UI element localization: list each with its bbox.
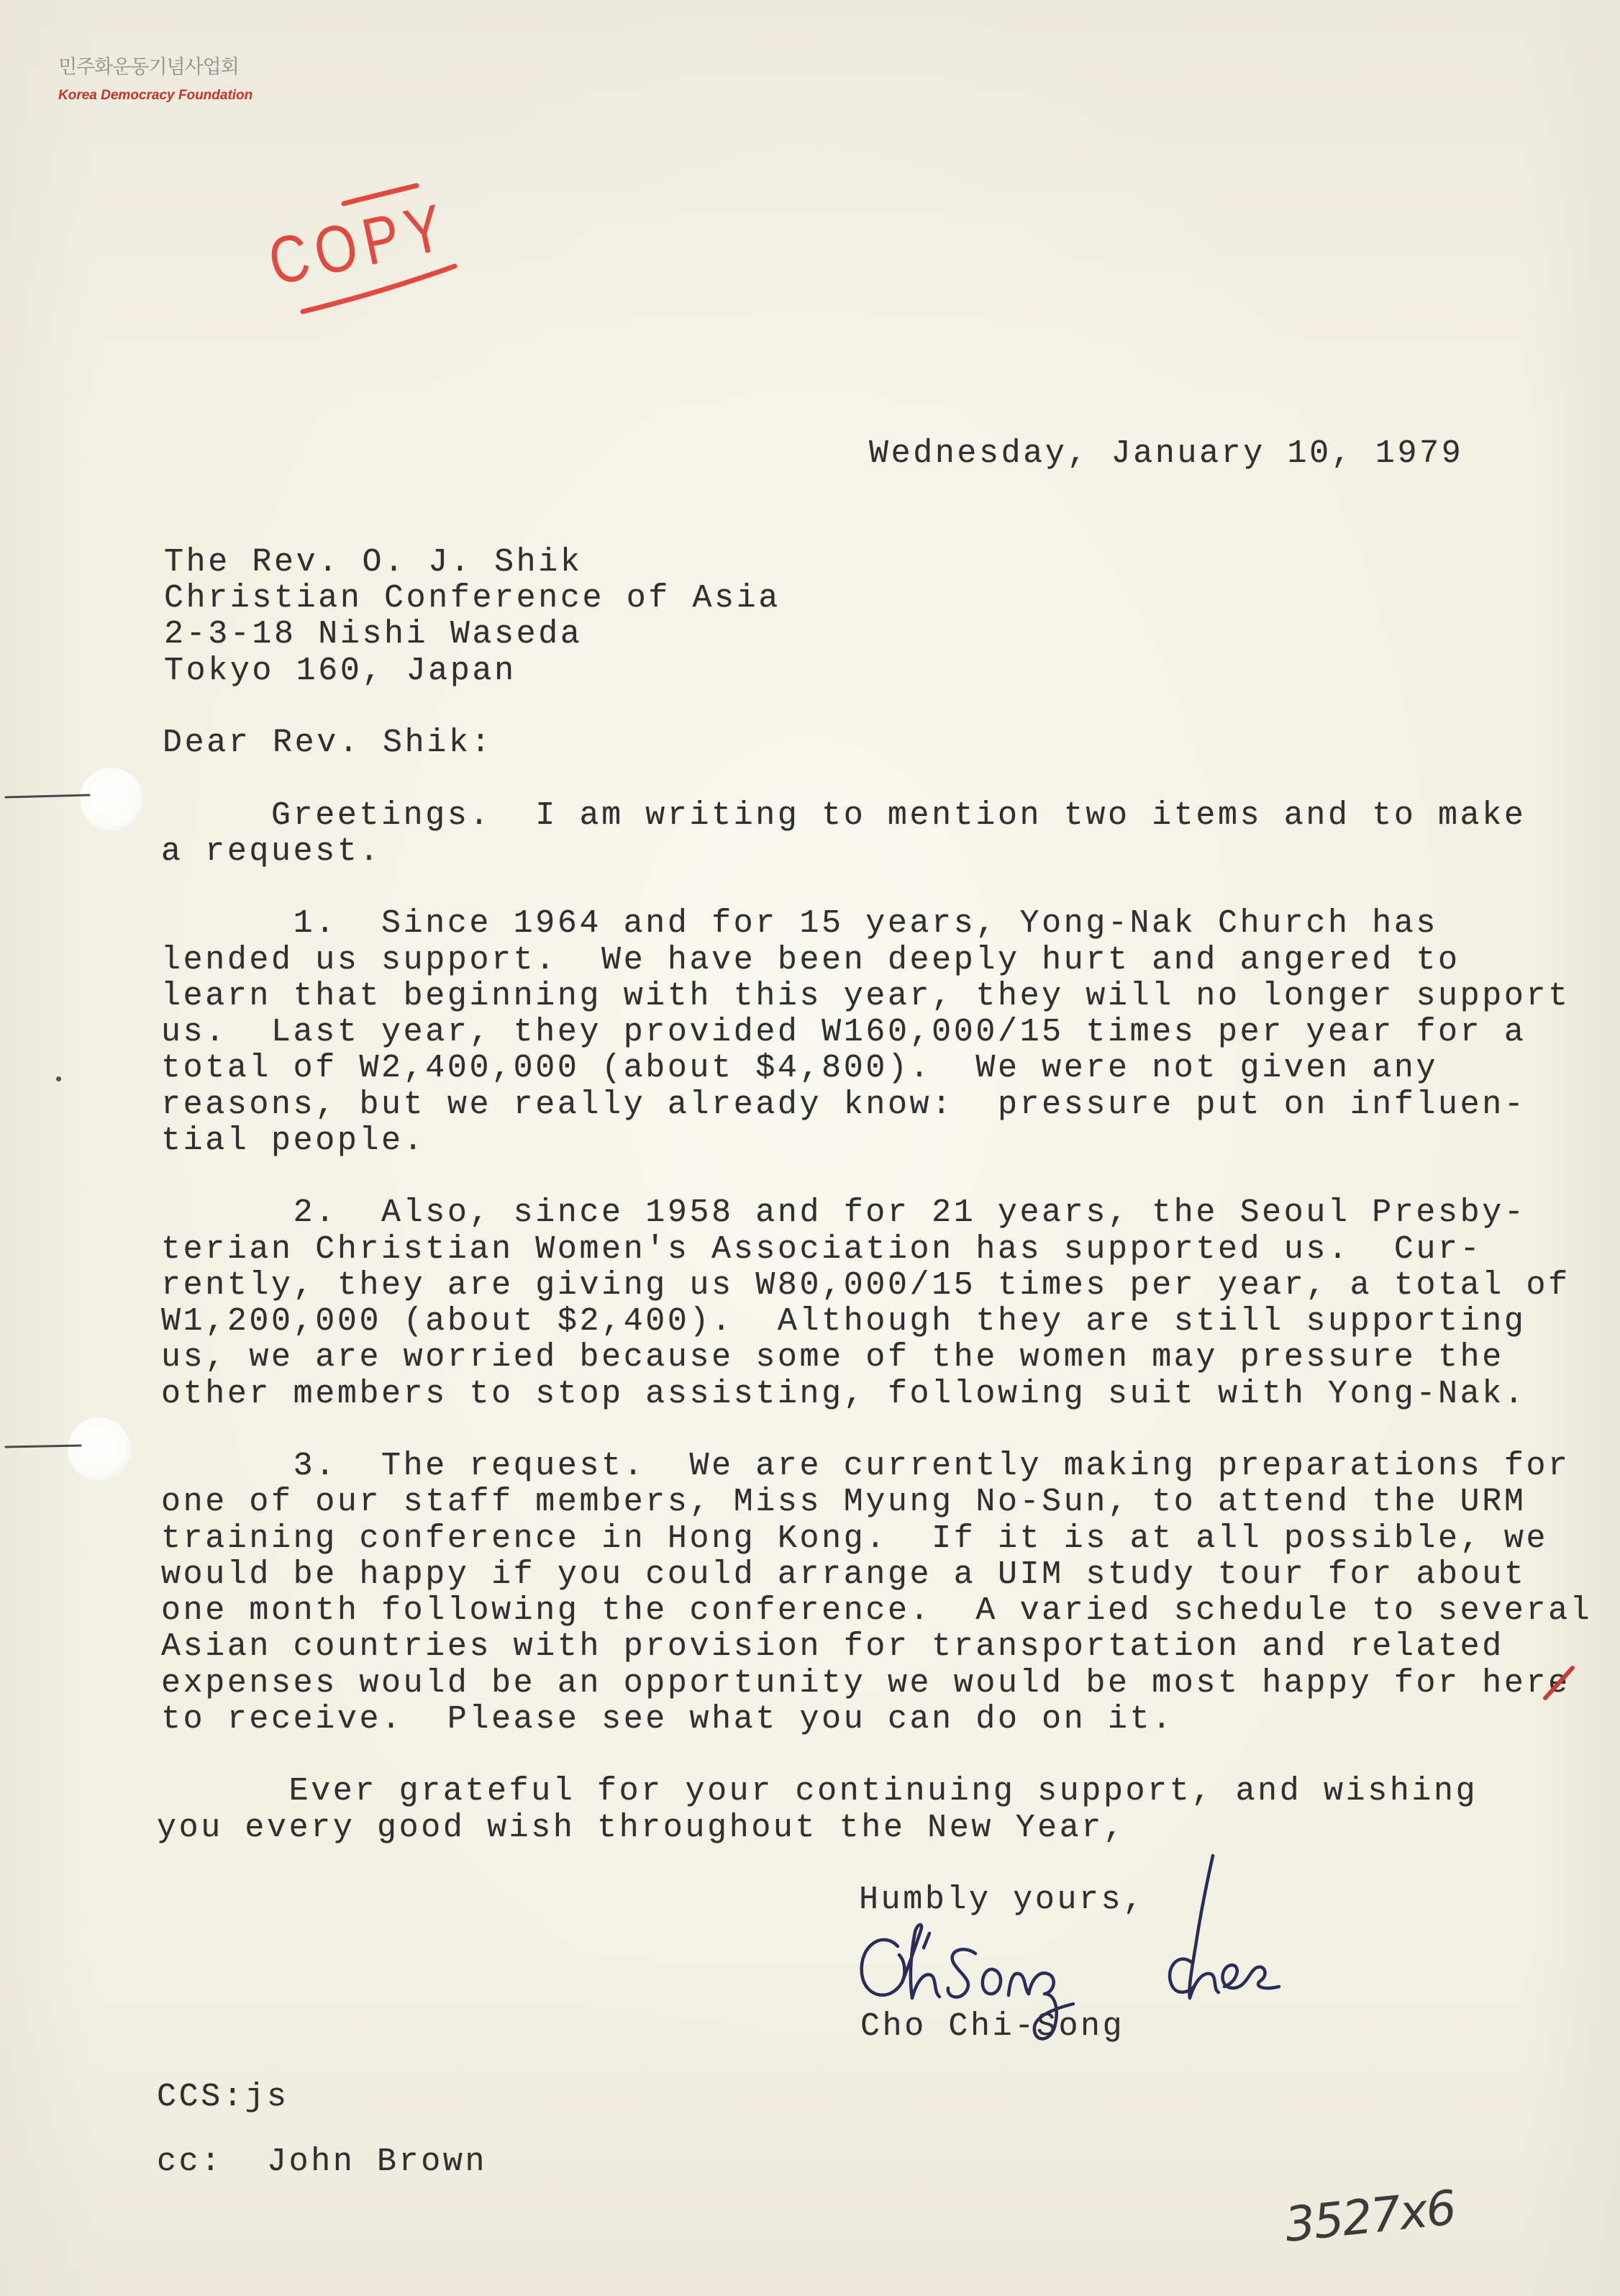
- paragraph-line: a request.: [161, 832, 382, 870]
- paragraph-item-1: [161, 906, 1570, 1159]
- carbon-copy-line: cc: John Brown: [157, 2143, 488, 2180]
- paragraph-line: 3. The request. We are currently making preparations for: [293, 1448, 1570, 1484]
- paragraph-line: us, we are worried because some of the women may pressure the: [161, 1339, 1504, 1376]
- complimentary-close: Humbly yours,: [859, 1882, 1145, 1918]
- paragraph-line: expenses would be an opportunity we would be most happy for here: [161, 1664, 1570, 1702]
- signer-name: Cho Chi-Song: [860, 2008, 1125, 2045]
- reference-initials: CCS:js: [157, 2079, 289, 2115]
- paragraph-line: Greetings. I am writing to mention two items and to make: [271, 797, 1526, 834]
- paragraph-line: 2. Also, since 1958 and for 21 years, the Seoul Presby-: [293, 1194, 1526, 1232]
- paragraph-line: one month following the conference. A varied schedule to several: [161, 1592, 1593, 1629]
- paragraph-line: would be happy if you could arrange a UIM study tour for about: [161, 1556, 1526, 1593]
- recipient-address: [164, 545, 781, 689]
- paragraph-line: you every good wish throughout the New Year,: [157, 1809, 1126, 1846]
- salutation: Dear Rev. Shik:: [163, 725, 493, 761]
- paragraph-line: W1,200,000 (about $2,400). Although they are still supporting: [161, 1303, 1526, 1340]
- paragraph-line: tial people.: [161, 1122, 426, 1159]
- paragraph-item-3: [161, 1448, 1592, 1738]
- paragraph-line: us. Last year, they provided W160,000/15 times per year for a: [161, 1014, 1526, 1051]
- paragraph-line: other members to stop assisting, following suit with Yong-Nak.: [161, 1375, 1526, 1412]
- paragraph-line: reasons, but we really already know: pressure put on influen-: [161, 1086, 1526, 1123]
- recipient-name: The Rev. O. J. Shik: [164, 543, 583, 581]
- recipient-city: Tokyo 160, Japan: [164, 652, 517, 689]
- paragraph-line: to receive. Please see what you can do on it.: [161, 1700, 1174, 1738]
- paragraph-line: rently, they are giving us W80,000/15 times per year, a total of: [161, 1266, 1570, 1304]
- paragraph-line: learn that beginning with this year, they will no longer support: [161, 977, 1570, 1015]
- paragraph-line: total of W2,400,000 (about $4,800). We were not given any: [161, 1050, 1439, 1087]
- paragraph-line: training conference in Hong Kong. If it is at all possible, we: [161, 1520, 1549, 1557]
- paragraph-line: Ever grateful for your continuing support, and wishing: [288, 1773, 1478, 1810]
- paragraph-greetings: [161, 798, 1526, 871]
- logo-korean-text: 민주화운동기념사업회: [58, 56, 239, 78]
- letter-date: Wednesday, January 10, 1979: [869, 435, 1464, 472]
- paragraph-line: Asian countries with provision for transportation and related: [161, 1628, 1504, 1666]
- recipient-organization: Christian Conference of Asia: [164, 580, 781, 617]
- logo-english-text: Korea Democracy Foundation: [58, 88, 253, 103]
- archive-number: 3527x6: [1282, 2179, 1458, 2253]
- copy-stamp: COPY: [262, 189, 456, 299]
- paragraph-item-2: [161, 1195, 1570, 1412]
- paragraph-line: one of our staff members, Miss Myung No-Sun, to attend the URM: [161, 1484, 1526, 1521]
- paragraph-closing-wishes: [157, 1774, 1478, 1846]
- paragraph-line: lended us support. We have been deeply hurt and angered to: [161, 941, 1460, 979]
- paragraph-line: terian Christian Women's Association has supported us. Cur-: [161, 1230, 1483, 1268]
- paragraph-line: 1. Since 1964 and for 15 years, Yong-Nak Church has: [293, 905, 1439, 943]
- recipient-street: 2-3-18 Nishi Waseda: [164, 616, 583, 653]
